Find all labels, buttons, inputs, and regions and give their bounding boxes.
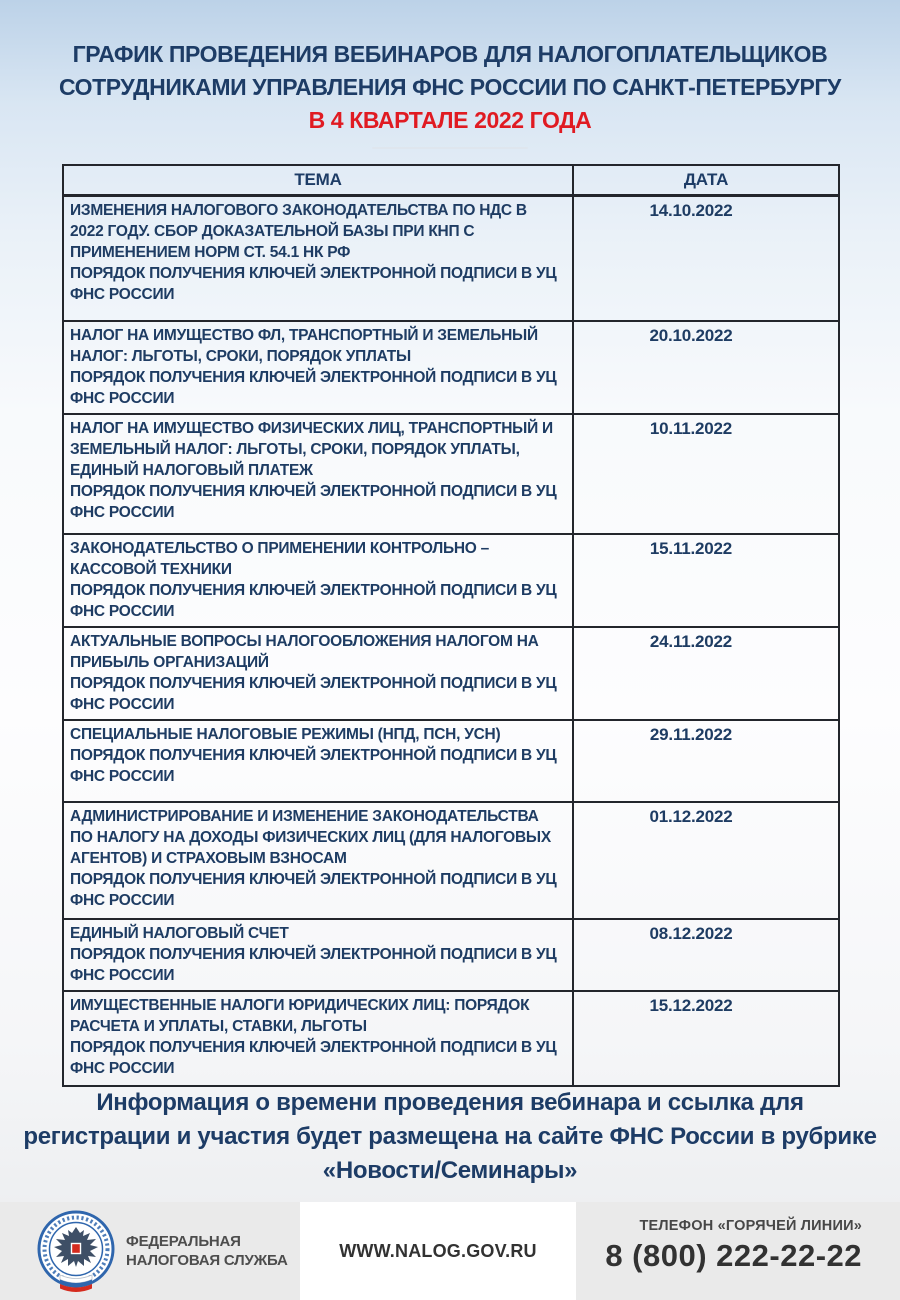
topic-text: ЗАКОНОДАТЕЛЬСТВО О ПРИМЕНЕНИИ КОНТРОЛЬНО – КАССОВОЙ ТЕХНИКИ [70, 539, 490, 578]
topic-cell [63, 321, 573, 414]
hotline-label: ТЕЛЕФОН «ГОРЯЧЕЙ ЛИНИИ» [639, 1218, 862, 1234]
agency-name [126, 1232, 288, 1270]
topic-extra-text: ПОРЯДОК ПОЛУЧЕНИЯ КЛЮЧЕЙ ЭЛЕКТРОННОЙ ПОДПИСИ В УЦ ФНС РОССИИ [70, 674, 557, 713]
table-row [63, 196, 839, 321]
topic-text: СПЕЦИАЛЬНЫЕ НАЛОГОВЫЕ РЕЖИМЫ (НПД, ПСН, УСН) [70, 725, 501, 743]
agency-name-line2: НАЛОГОВАЯ СЛУЖБА [126, 1252, 288, 1269]
table-row [63, 802, 839, 919]
table-row [63, 321, 839, 414]
schedule-body [63, 196, 839, 1086]
topic-extra-text: ПОРЯДОК ПОЛУЧЕНИЯ КЛЮЧЕЙ ЭЛЕКТРОННОЙ ПОДПИСИ В УЦ ФНС РОССИИ [70, 581, 557, 620]
topic-extra-text: ПОРЯДОК ПОЛУЧЕНИЯ КЛЮЧЕЙ ЭЛЕКТРОННОЙ ПОДПИСИ В УЦ ФНС РОССИИ [70, 746, 557, 785]
title-divider [372, 147, 528, 149]
topic-cell [63, 196, 573, 321]
topic-extra-text: ПОРЯДОК ПОЛУЧЕНИЯ КЛЮЧЕЙ ЭЛЕКТРОННОЙ ПОДПИСИ В УЦ ФНС РОССИИ [70, 482, 557, 521]
page-title-line2: СОТРУДНИКАМИ УПРАВЛЕНИЯ ФНС РОССИИ ПО САНКТ-ПЕТЕРБУРГУ [59, 74, 841, 100]
topic-extra-text: ПОРЯДОК ПОЛУЧЕНИЯ КЛЮЧЕЙ ЭЛЕКТРОННОЙ ПОДПИСИ В УЦ ФНС РОССИИ [70, 945, 557, 984]
topic-text: АКТУАЛЬНЫЕ ВОПРОСЫ НАЛОГООБЛОЖЕНИЯ НАЛОГОМ НА ПРИБЫЛЬ ОРГАНИЗАЦИЙ [70, 632, 539, 671]
date-cell: 01.12.2022 [573, 802, 839, 919]
table-row [63, 534, 839, 627]
topic-text: ИЗМЕНЕНИЯ НАЛОГОВОГО ЗАКОНОДАТЕЛЬСТВА ПО НДС В 2022 ГОДУ. СБОР ДОКАЗАТЕЛЬНОЙ БАЗЫ ПРИ КНП С ПРИМЕНЕНИЕМ НОРМ СТ. 54.1 НК РФ [70, 202, 527, 261]
topic-text: НАЛОГ НА ИМУЩЕСТВО ФИЗИЧЕСКИХ ЛИЦ, ТРАНСПОРТНЫЙ И ЗЕМЕЛЬНЫЙ НАЛОГ: ЛЬГОТЫ, СРОКИ, ПОРЯДОК УПЛАТЫ, ЕДИНЫЙ НАЛОГОВЫЙ ПЛАТЕЖ [70, 419, 553, 479]
topic-cell [63, 802, 573, 919]
date-cell: 15.11.2022 [573, 534, 839, 627]
topic-text: ЕДИНЫЙ НАЛОГОВЫЙ СЧЕТ [70, 924, 289, 942]
fns-emblem-icon [34, 1209, 118, 1297]
date-cell: 10.11.2022 [573, 414, 839, 534]
topic-cell [63, 720, 573, 802]
registration-note: Информация о времени проведения вебинара и ссылка для регистрации и участия будет размещена на сайте ФНС России в рубрике «Новости/Семинары» [23, 1089, 877, 1184]
topic-text: НАЛОГ НА ИМУЩЕСТВО ФЛ, ТРАНСПОРТНЫЙ И ЗЕМЕЛЬНЫЙ НАЛОГ: ЛЬГОТЫ, СРОКИ, ПОРЯДОК УПЛАТЫ [70, 326, 538, 365]
topic-cell [63, 991, 573, 1086]
topic-extra-text: ПОРЯДОК ПОЛУЧЕНИЯ КЛЮЧЕЙ ЭЛЕКТРОННОЙ ПОДПИСИ В УЦ ФНС РОССИИ [70, 265, 557, 303]
hotline-number: 8 (800) 222-22-22 [605, 1238, 862, 1273]
date-cell: 29.11.2022 [573, 720, 839, 802]
website-url: WWW.NALOG.GOV.RU [339, 1240, 537, 1261]
topic-cell [63, 919, 573, 991]
topic-cell [63, 534, 573, 627]
column-header-date: ДАТА [573, 165, 839, 196]
website-panel [300, 1202, 576, 1300]
webinar-schedule-table [62, 164, 840, 1087]
agency-name-line1: ФЕДЕРАЛЬНАЯ [126, 1233, 241, 1250]
table-row [63, 919, 839, 991]
topic-cell [63, 627, 573, 720]
table-header-row [63, 165, 839, 196]
hotline-block [605, 1218, 862, 1274]
page-title-line1: ГРАФИК ПРОВЕДЕНИЯ ВЕБИНАРОВ ДЛЯ НАЛОГОПЛАТЕЛЬЩИКОВ [72, 41, 828, 67]
topic-extra-text: ПОРЯДОК ПОЛУЧЕНИЯ КЛЮЧЕЙ ЭЛЕКТРОННОЙ ПОДПИСИ В УЦ ФНС РОССИИ [70, 1038, 557, 1077]
topic-text: АДМИНИСТРИРОВАНИЕ И ИЗМЕНЕНИЕ ЗАКОНОДАТЕЛЬСТВА ПО НАЛОГУ НА ДОХОДЫ ФИЗИЧЕСКИХ ЛИЦ (ДЛЯ НАЛОГОВЫХ АГЕНТОВ) И СТРАХОВЫМ ВЗНОСАМ [70, 807, 551, 867]
topic-extra-text: ПОРЯДОК ПОЛУЧЕНИЯ КЛЮЧЕЙ ЭЛЕКТРОННОЙ ПОДПИСИ В УЦ ФНС РОССИИ [70, 870, 557, 909]
table-row [63, 414, 839, 534]
date-cell: 14.10.2022 [573, 196, 839, 321]
table-row [63, 627, 839, 720]
date-cell: 15.12.2022 [573, 991, 839, 1086]
footer-bar [0, 1202, 900, 1300]
poster-header [0, 0, 900, 149]
table-row [63, 991, 839, 1086]
topic-text: ИМУЩЕСТВЕННЫЕ НАЛОГИ ЮРИДИЧЕСКИХ ЛИЦ: ПОРЯДОК РАСЧЕТА И УПЛАТЫ, СТАВКИ, ЛЬГОТЫ [70, 996, 530, 1035]
page-title-quarter: В 4 КВАРТАЛЕ 2022 ГОДА [308, 107, 592, 133]
date-cell: 24.11.2022 [573, 627, 839, 720]
topic-extra-text: ПОРЯДОК ПОЛУЧЕНИЯ КЛЮЧЕЙ ЭЛЕКТРОННОЙ ПОДПИСИ В УЦ ФНС РОССИИ [70, 368, 557, 407]
column-header-topic: ТЕМА [63, 165, 573, 196]
topic-cell [63, 414, 573, 534]
date-cell: 08.12.2022 [573, 919, 839, 991]
table-row [63, 720, 839, 802]
date-cell: 20.10.2022 [573, 321, 839, 414]
